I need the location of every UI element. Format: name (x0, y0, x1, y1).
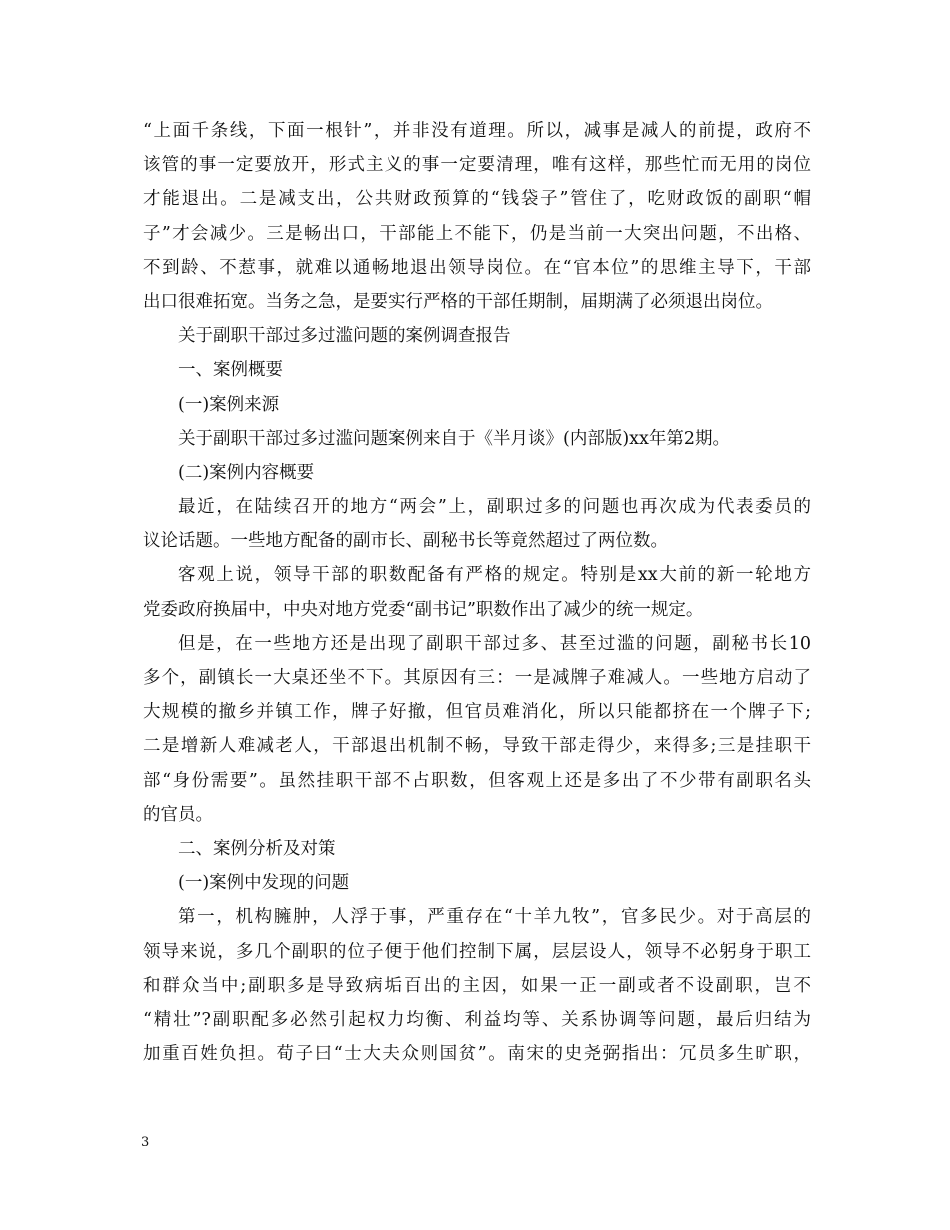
text-line: 第一，机构臃肿，人浮于事，严重存在“十羊九牧”，官多民少。对于高层的 (178, 907, 811, 928)
text-line: 部“身份需要”。虽然挂职干部不占职数，但客观上还是多出了不少带有副职名头 (143, 770, 811, 791)
paragraph (143, 353, 811, 387)
paragraph (143, 832, 811, 866)
text-line: (一)案例来源 (178, 394, 280, 415)
text-line: 党委政府换届中，中央对地方党委“副书记”职数作出了减少的统一规定。 (143, 599, 704, 620)
text-line: 出口很难拓宽。当务之急，是要实行严格的干部任期制，届期满了必须退出岗位。 (143, 291, 773, 312)
text-line: 领导来说，多几个副职的位子便于他们控制下属，层层设人，领导不必躬身于职工 (143, 941, 811, 962)
text-line: 大规模的撤乡并镇工作，牌子好撤，但官员难消化，所以只能都挤在一个牌子下; (143, 702, 811, 723)
text-line: 子”才会减少。三是畅出口，干部能上不能下，仍是当前一大突出问题，不出格、 (143, 223, 811, 244)
text-line: 客观上说，领导干部的职数配备有严格的规定。特别是xx大前的新一轮地方 (178, 565, 811, 586)
paragraph (143, 319, 811, 353)
text-line: 多个，副镇长一大桌还坐不下。其原因有三：一是减牌子难减人。一些地方启动了 (143, 668, 811, 688)
text-line: 但是，在一些地方还是出现了副职干部过多、甚至过滥的问题，副秘书长10 (178, 633, 811, 654)
text-line: 二、案例分析及对策 (178, 838, 336, 859)
paragraph (143, 558, 811, 626)
paragraph (143, 627, 811, 832)
paragraph (143, 456, 811, 490)
paragraph (143, 114, 811, 319)
text-line: 关于副职干部过多过滥问题的案例调查报告 (178, 326, 511, 347)
text-line: 和群众当中;副职多是导致病垢百出的主因，如果一正一副或者不设副职，岂不 (143, 975, 811, 996)
paragraph (143, 388, 811, 422)
paragraph (143, 422, 811, 456)
paragraph (143, 866, 811, 900)
paragraph (143, 490, 811, 558)
page-number: 3 (141, 1135, 150, 1150)
text-line: (一)案例中发现的问题 (178, 873, 350, 894)
paragraph (143, 900, 811, 1071)
text-line: 议论话题。一些地方配备的副市长、副秘书长等竟然超过了两位数。 (143, 531, 668, 552)
text-line: 才能退出。二是减支出，公共财政预算的“钱袋子”管住了，吃财政饭的副职“帽 (143, 189, 811, 210)
text-line: (二)案例内容概要 (178, 462, 315, 483)
text-line: “精壮”?副职配多必然引起权力均衡、利益均等、关系协调等问题，最后归结为 (143, 1009, 811, 1030)
text-line: 关于副职干部过多过滥问题案例来自于《半月谈》(内部版)xx年第2期。 (178, 428, 731, 449)
text-line: 一、案例概要 (178, 360, 283, 381)
text-line: 的官员。 (143, 804, 213, 825)
text-line: 加重百姓负担。荀子曰“士大夫众则国贫”。南宋的史尧弼指出：冗员多生旷职， (143, 1044, 811, 1065)
document-body (143, 114, 811, 1071)
text-line: 最近，在陆续召开的地方“两会”上，副职过多的问题也再次成为代表委员的 (178, 497, 811, 518)
text-line: 该管的事一定要放开，形式主义的事一定要清理，唯有这样，那些忙而无用的岗位 (143, 155, 811, 176)
text-line: “上面千条线，下面一根针”，并非没有道理。所以，减事是减人的前提，政府不 (143, 121, 811, 141)
text-line: 二是增新人难减老人，干部退出机制不畅，导致干部走得少，来得多;三是挂职干 (143, 736, 811, 757)
text-line: 不到龄、不惹事，就难以通畅地退出领导岗位。在“官本位”的思维主导下，干部 (143, 257, 811, 278)
